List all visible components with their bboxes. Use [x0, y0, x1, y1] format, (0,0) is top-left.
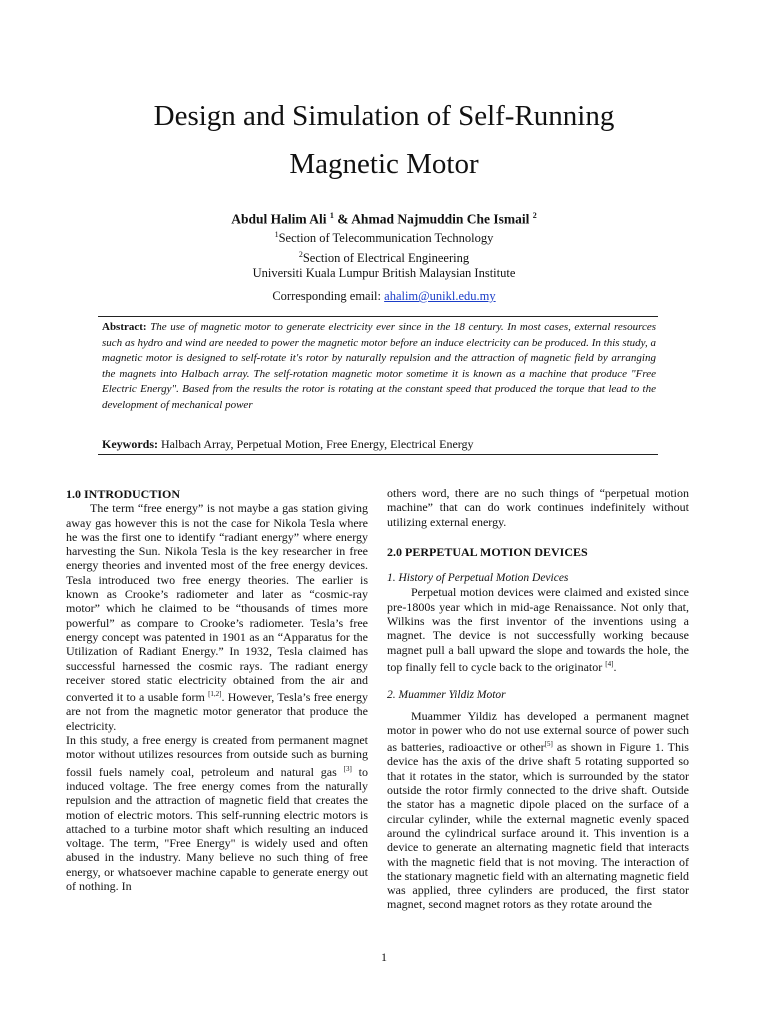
author-2-affil-mark: 2 [532, 211, 537, 220]
author-separator: & [333, 211, 352, 227]
intro-p1-text-b: . However, Tesla’s free energy are not from the magnetic motor generator that produce the electricity. [66, 690, 369, 733]
keywords [102, 437, 656, 452]
abstract-label: Abstract: [102, 321, 147, 333]
affiliation-2 [100, 247, 668, 267]
email-label: Corresponding email: [272, 289, 385, 303]
author-2: Ahmad Najmuddin Che Ismail [351, 211, 530, 227]
affiliation-1 [100, 227, 668, 247]
yildiz-text-a: Muammer Yildiz has developed a permanent magnet motor in power who do not use external source of power such as batteries, radioactive or other [387, 708, 689, 755]
yildiz-paragraph [387, 709, 689, 912]
intro-paragraph-1 [66, 501, 368, 733]
affiliation-2-text: Section of Electrical Engineering [302, 250, 470, 265]
intro-p2-text-b: to induced voltage. The free energy comes from the naturally repulsion and the attraction of magnetic field that creates the motion of electric motors. This self-running electric motors is attached to a turbine motor shaft which resulting an induced voltage. The term, "Free Energy" is widely used and often abused in the industry. Many believe no such thing of free energy, or whatsoever machine capable to generate energy out of nothing. In [66, 764, 368, 894]
keywords-label: Keywords: [102, 437, 158, 451]
yildiz-text-b: as shown in Figure 1. This device has the axis of the drive shaft 5 rotating supported so that it rotates in the stator, which is surrounded by the stator outside the rotor firmly connected to the drive shaft. Outside the stator has a magnetic dipole placed on the surface of a circular cylinder, while the external magnetic evenly spaced around the cylindrical surface around it. This invention is a device to generate an alternating magnetic field that interacts with the magnetic field that is not moving. The interaction of the stationary magnetic field with an alternating magnetic field was applied, three cylinders are produced, the first stator magnet, second magnet rotors as they rotate around the [387, 740, 689, 912]
citation-4: [4] [605, 659, 614, 668]
section-heading-perpetual-motion: 2.0 PERPETUAL MOTION DEVICES [387, 544, 588, 559]
intro-paragraph-continued: others word, there are no such things of “perpetual motion machine” that can do work continues indefinitely without utilizing external energy. [387, 486, 689, 529]
intro-p2-text-a: In this study, a free energy is created from permanent magnet motor without utilizes resources from outside such as burning fossil fuels namely coal, petroleum and natural gas [66, 733, 368, 779]
history-text-b: . [613, 659, 617, 674]
citation-5: [5] [544, 740, 553, 749]
affiliation-2-mark: 2 [298, 249, 303, 259]
abstract [102, 320, 656, 413]
corresponding-email [100, 288, 668, 304]
title-line-2: Magnetic Motor [289, 148, 479, 180]
history-text-a: Perpetual motion devices were claimed and existed since pre-1800s year which in mid-age Renaissance. Not only that, Wilkins was the first inventor of the inventions using a magnet. The device is not successfully working because magnet pull a ball upward the slope and towards the hole, the top finally fell to cycle back to the originator [387, 585, 689, 674]
affiliations [100, 227, 668, 282]
right-column [387, 486, 689, 912]
keywords-text: Halbach Array, Perpetual Motion, Free Energy, Electrical Energy [161, 437, 474, 451]
title-line-1: Design and Simulation of Self-Running [153, 100, 615, 132]
left-column [66, 486, 368, 893]
history-paragraph [387, 585, 689, 674]
intro-p1-text-a: The term “free energy” is not maybe a gas station giving away gas however this is not the case for Nikola Tesla where he was the first one to identify “radiant energy” where energy harvesting the Sun. Nikola Tesla is the key researcher in free energy theories and invented most of the free energy devices. Tesla introduced two free energy theories. The earlier is known as Crooke’s radiometer and later as “cosmic-ray motor” which he claimed to be “thousands of times more powerful” as compare to Crooke’s radiometer. Tesla’s free energy concept was patented in 1901 as an “Apparatus for the Utilization of Radiant Energy.” In 1932, Tesla claimed has successful harnessed the cosmic rays. The radiant energy receiver stored static electricity obtained from the air and converted it to a usable form [66, 501, 368, 705]
affiliation-1-mark: 1 [274, 230, 279, 239]
paper-title [100, 92, 668, 188]
email-link[interactable]: ahalim@unikl.edu.my [384, 289, 496, 303]
abstract-bottom-rule [98, 454, 658, 455]
author-1: Abdul Halim Ali [231, 211, 327, 227]
affiliation-3: Universiti Kuala Lumpur British Malaysian Institute [252, 266, 516, 281]
subsection-heading-history: 1. History of Perpetual Motion Devices [387, 572, 569, 585]
intro-paragraph-2 [66, 733, 368, 893]
citation-1-2: [1,2] [208, 690, 222, 699]
author-list [100, 207, 668, 229]
abstract-text: The use of magnetic motor to generate electricity ever since in the 18 century. In most cases, external resources such as hydro and wind are needed to power the magnetic motor before an induce electricity can be produced. In this study, a magnetic motor is designed to self-rotate it's rotor by naturally repulsion and the attraction of magnetic field by arranging the magnets into Halbach array. The self-rotation magnetic motor sometime it is known as a machine that produce "Free Electric Energy". Based from the results the rotor is rotating at the constant speed that produced the torque that lead to the development of mechanical power [102, 321, 657, 411]
subsection-heading-yildiz: 2. Muammer Yildiz Motor [387, 689, 506, 702]
abstract-top-rule [98, 316, 658, 317]
affiliation-1-text: Section of Telecommunication Technology [278, 231, 494, 246]
page-number: 1 [381, 950, 387, 964]
author-1-affil-mark: 1 [329, 211, 334, 220]
section-heading-introduction: 1.0 INTRODUCTION [66, 487, 181, 501]
citation-3: [3] [343, 764, 352, 773]
